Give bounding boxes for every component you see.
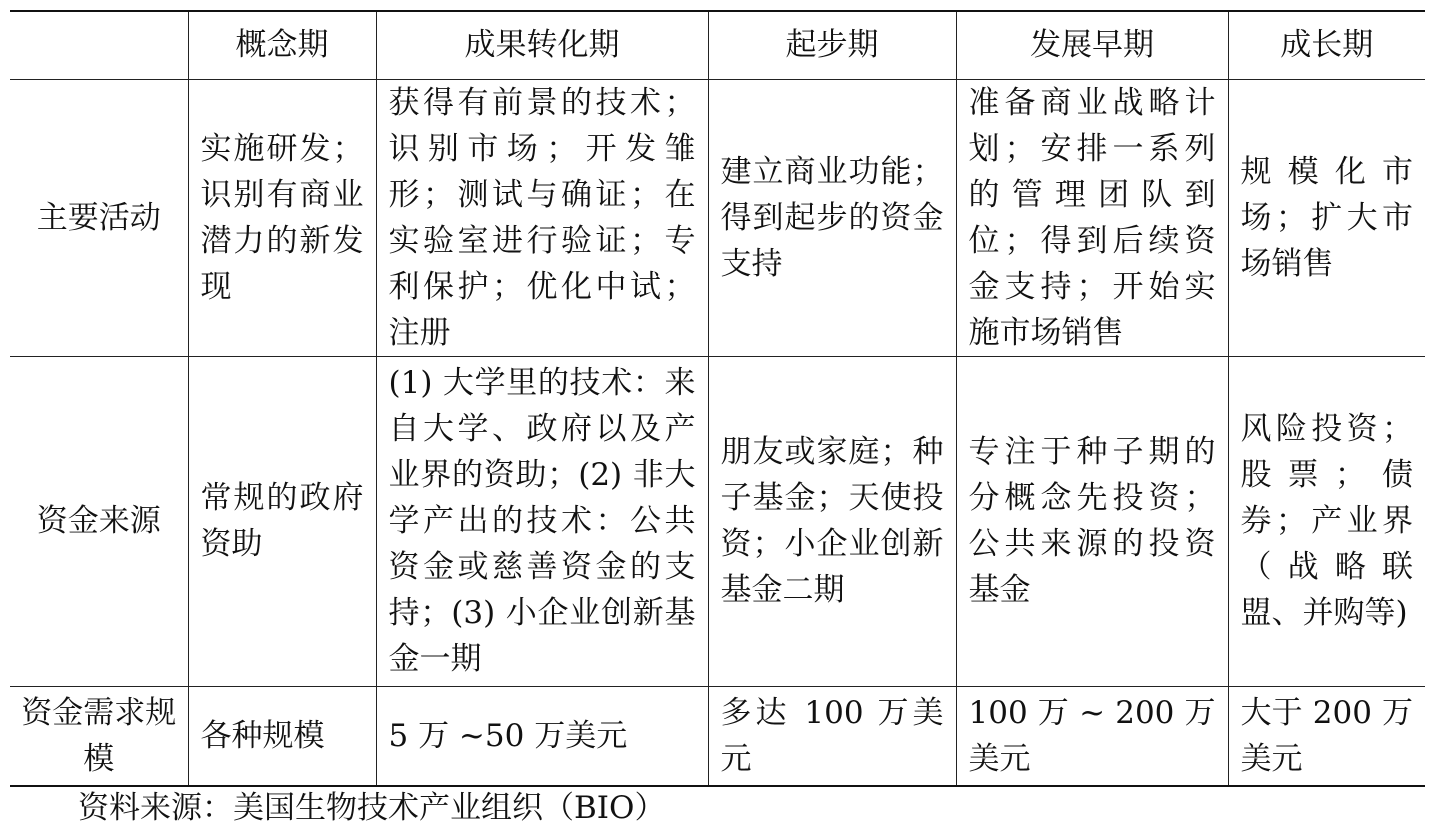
source-note: 资料来源：美国生物技术产业组织（BIO） xyxy=(78,790,666,826)
table-cell: 多达 100 万美元 xyxy=(708,686,956,786)
table-row-funding-sources xyxy=(10,356,1425,686)
corner-cell xyxy=(10,11,188,79)
row-label-main-activities: 主要活动 xyxy=(10,79,188,356)
table-cell: (1) 大学里的技术：来自大学、政府以及产业界的资助；(2) 非大学产出的技术：公共资金或慈善资金的支持；(3) 小企业创新基金一期 xyxy=(376,356,708,686)
table-cell: 建立商业功能；得到起步的资金支持 xyxy=(708,79,956,356)
stage-table-container xyxy=(10,10,1425,787)
table-cell: 实施研发；识别有商业潜力的新发现 xyxy=(188,79,376,356)
table-cell: 朋友或家庭；种子基金；天使投资；小企业创新基金二期 xyxy=(708,356,956,686)
table-cell: 常规的政府资助 xyxy=(188,356,376,686)
table-cell: 各种规模 xyxy=(188,686,376,786)
table-cell: 规模化市场；扩大市场销售 xyxy=(1228,79,1425,356)
table-cell: 准备商业战略计划；安排一系列的管理团队到位；得到后续资金支持；开始实施市场销售 xyxy=(956,79,1228,356)
row-label-funding-sources: 资金来源 xyxy=(10,356,188,686)
row-label-funding-scale: 资金需求规模 xyxy=(10,686,188,786)
table-cell: 大于 200 万美元 xyxy=(1228,686,1425,786)
table-cell: 100 万 ~ 200 万美元 xyxy=(956,686,1228,786)
table-cell: 获得有前景的技术；识别市场；开发雏形；测试与确证；在实验室进行验证；专利保护；优化中试；注册 xyxy=(376,79,708,356)
table-cell: 5 万 ~50 万美元 xyxy=(376,686,708,786)
development-stage-table xyxy=(10,10,1425,787)
header-early-development-stage: 发展早期 xyxy=(956,11,1228,79)
table-row-main-activities xyxy=(10,79,1425,356)
table-row-funding-scale xyxy=(10,686,1425,786)
table-cell: 专注于种子期的分概念先投资；公共来源的投资基金 xyxy=(956,356,1228,686)
header-startup-stage: 起步期 xyxy=(708,11,956,79)
header-row xyxy=(10,11,1425,79)
header-transformation-stage: 成果转化期 xyxy=(376,11,708,79)
table-cell: 风险投资；股票；债券；产业界（战略联盟、并购等) xyxy=(1228,356,1425,686)
header-concept-stage: 概念期 xyxy=(188,11,376,79)
header-growth-stage: 成长期 xyxy=(1228,11,1425,79)
